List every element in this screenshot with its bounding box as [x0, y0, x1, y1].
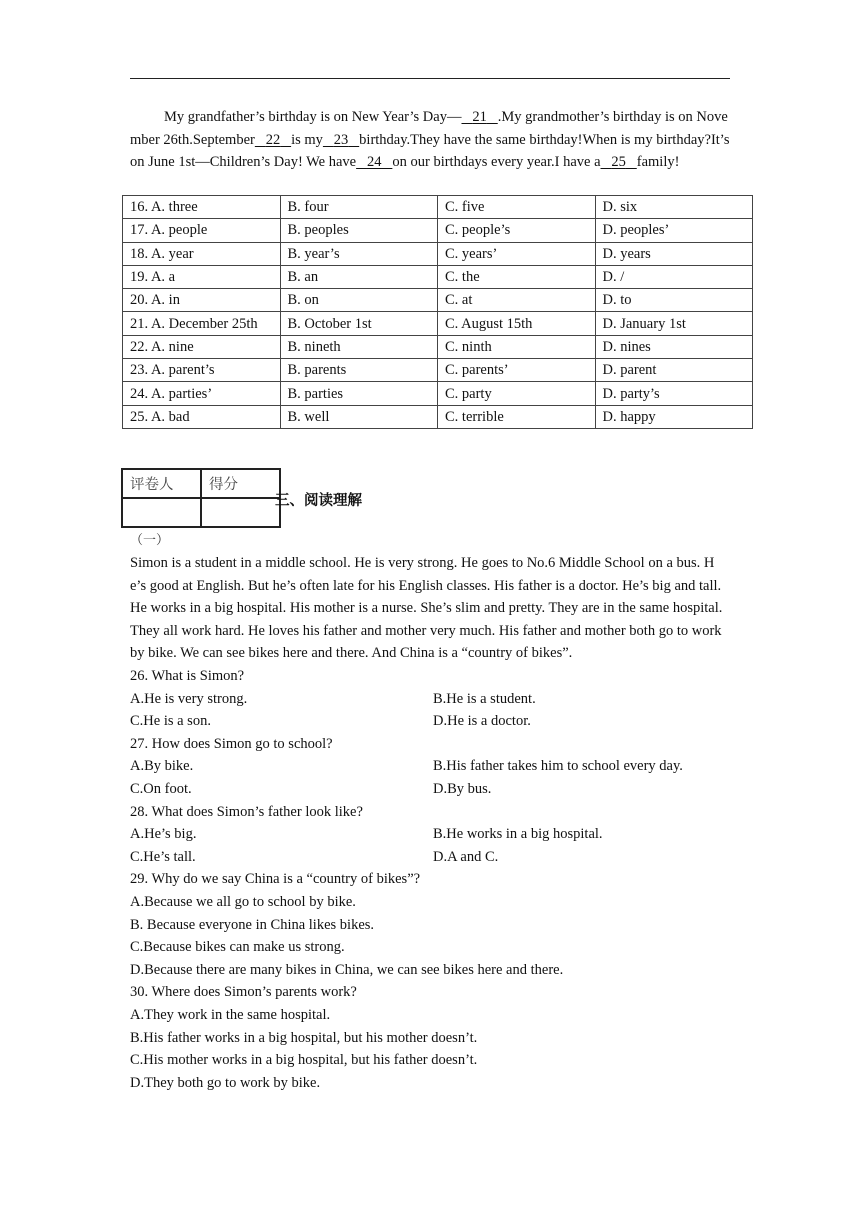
cloze-paragraph: [130, 106, 730, 174]
option-cell: C. parents’: [438, 359, 596, 382]
question-stem: 28. What does Simon’s father look like?: [130, 803, 363, 820]
option-cell: D. January 1st: [595, 312, 753, 335]
option-cell: B. October 1st: [280, 312, 438, 335]
option-cell: D. party’s: [595, 382, 753, 405]
blank-23: 23: [333, 131, 349, 148]
cloze-text: birthday.They have the same birthday!When is my birthday?It’s on June 1st—Children’s Day! We have: [130, 131, 730, 170]
score-cell: [201, 498, 280, 527]
options-table: [122, 195, 753, 429]
option-cell: 19. A. a: [123, 265, 281, 288]
option-cell: D. happy: [595, 405, 753, 428]
option-d: D.He is a doctor.: [433, 713, 531, 730]
option-a: A.Because we all go to school by bike.: [130, 893, 356, 910]
option-a: A.They work in the same hospital.: [130, 1006, 331, 1023]
option-row: [123, 335, 753, 358]
option-a: A.He is very strong.: [130, 690, 248, 707]
option-cell: 16. A. three: [123, 196, 281, 219]
option-d: D.They both go to work by bike.: [130, 1074, 321, 1091]
cloze-text: is my: [291, 131, 323, 148]
option-cell: C. August 15th: [438, 312, 596, 335]
questions: [130, 665, 750, 1094]
option-cell: D. parent: [595, 359, 753, 382]
cloze-text: My grandfather’s birthday is on New Year’s Day—: [164, 109, 462, 125]
option-c: C.He’s tall.: [130, 848, 196, 865]
question-stem: 30. Where does Simon’s parents work?: [130, 984, 357, 1001]
option-row: [123, 289, 753, 312]
option-cell: B. nineth: [280, 335, 438, 358]
option-cell: C. party: [438, 382, 596, 405]
option-cell: 17. A. people: [123, 219, 281, 242]
cloze-text: .My grandmother’s birthday is on November 26th.September: [130, 109, 728, 148]
option-cell: B. year’s: [280, 242, 438, 265]
cloze-text: family!: [636, 154, 680, 170]
blank-22: 22: [265, 131, 281, 148]
option-b: B.His father works in a big hospital, but his mother doesn’t.: [130, 1029, 478, 1046]
option-cell: C. the: [438, 265, 596, 288]
option-a: A.By bike.: [130, 758, 194, 775]
option-cell: 18. A. year: [123, 242, 281, 265]
option-cell: D. years: [595, 242, 753, 265]
option-a: A.He’s big.: [130, 826, 197, 843]
option-row: [123, 242, 753, 265]
score-box: [121, 468, 281, 528]
cloze-text: on our birthdays every year.I have a: [392, 154, 601, 170]
option-c: C.He is a son.: [130, 713, 211, 730]
option-cell: 25. A. bad: [123, 405, 281, 428]
reviewer-label: 评卷人: [122, 469, 201, 498]
question-stem: 29. Why do we say China is a “country of bikes”?: [130, 871, 421, 888]
option-cell: D. /: [595, 265, 753, 288]
option-b: B.His father takes him to school every day.: [433, 758, 683, 775]
option-cell: 20. A. in: [123, 289, 281, 312]
option-cell: C. five: [438, 196, 596, 219]
option-row: [123, 405, 753, 428]
option-row: [123, 265, 753, 288]
option-b: B. Because everyone in China likes bikes.: [130, 916, 375, 933]
section-title: 三、阅读理解: [275, 493, 362, 509]
option-row: [123, 382, 753, 405]
blank-25: 25: [611, 154, 626, 170]
option-row: [123, 196, 753, 219]
option-cell: B. parties: [280, 382, 438, 405]
option-row: [123, 312, 753, 335]
option-cell: D. six: [595, 196, 753, 219]
subsection-label: （一）: [130, 533, 170, 548]
option-cell: 24. A. parties’: [123, 382, 281, 405]
option-d: D.Because there are many bikes in China, we can see bikes here and there.: [130, 961, 564, 978]
option-cell: B. four: [280, 196, 438, 219]
blank-21: 21: [472, 109, 487, 125]
option-row: [123, 219, 753, 242]
option-cell: B. well: [280, 405, 438, 428]
option-c: C.Because bikes can make us strong.: [130, 939, 345, 956]
option-cell: D. to: [595, 289, 753, 312]
option-cell: B. an: [280, 265, 438, 288]
option-cell: B. on: [280, 289, 438, 312]
reviewer-cell: [122, 498, 201, 527]
option-cell: C. years’: [438, 242, 596, 265]
option-cell: D. nines: [595, 335, 753, 358]
option-cell: C. people’s: [438, 219, 596, 242]
option-cell: 23. A. parent’s: [123, 359, 281, 382]
option-cell: C. terrible: [438, 405, 596, 428]
reading-passage: Simon is a student in a middle school. He is very strong. He goes to No.6 Middle School on a bus. He’s good at English. But he’s often late for his English classes. His father is a doctor. He’s big and tall. He works in a big hospital. His mother is a nurse. She’s slim and pretty. They are in the same hospital. They all work hard. He loves his father and mother very much. His father and mother both go to work by bike. We can see bikes here and there. And China is a “country of bikes”.: [130, 555, 723, 661]
score-label: 得分: [201, 469, 280, 498]
option-b: B.He is a student.: [433, 690, 536, 707]
option-cell: C. at: [438, 289, 596, 312]
option-d: D.A and C.: [433, 848, 499, 865]
option-cell: D. peoples’: [595, 219, 753, 242]
option-cell: B. peoples: [280, 219, 438, 242]
blank-24: 24: [366, 154, 382, 170]
option-cell: 22. A. nine: [123, 335, 281, 358]
question-stem: 27. How does Simon go to school?: [130, 735, 333, 752]
option-c: C.His mother works in a big hospital, but his father doesn’t.: [130, 1052, 478, 1069]
option-row: [123, 359, 753, 382]
option-b: B.He works in a big hospital.: [433, 826, 603, 843]
option-cell: C. ninth: [438, 335, 596, 358]
option-cell: B. parents: [280, 359, 438, 382]
header-rule: [130, 78, 730, 79]
option-d: D.By bus.: [433, 780, 492, 797]
option-c: C.On foot.: [130, 780, 192, 797]
option-cell: 21. A. December 25th: [123, 312, 281, 335]
question-stem: 26. What is Simon?: [130, 668, 245, 684]
